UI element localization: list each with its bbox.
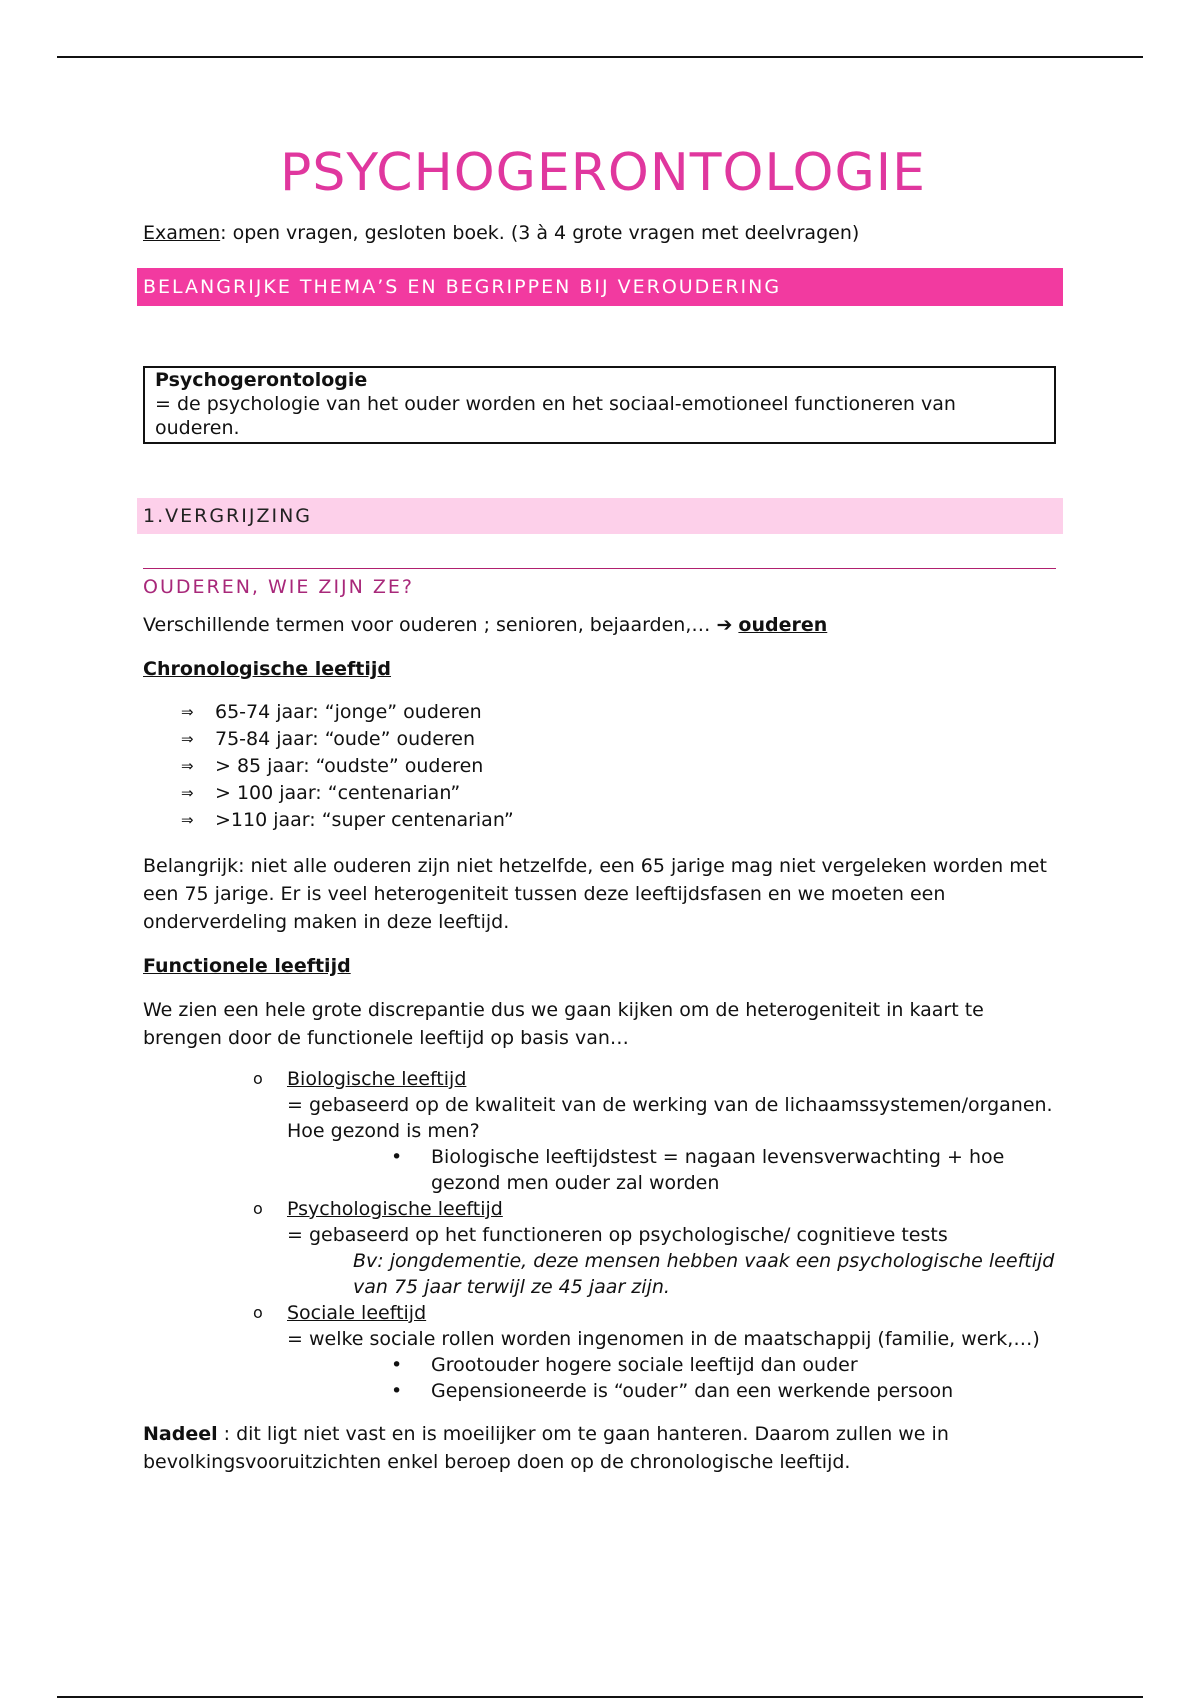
list-item — [391, 1352, 1063, 1378]
bullet-icon: • — [391, 1146, 403, 1168]
circle-bullet-icon: o — [253, 1199, 263, 1218]
exam-label: Examen — [143, 222, 221, 244]
terms-emphasis: ouderen — [738, 614, 828, 636]
definition-box — [143, 366, 1056, 444]
list-item — [391, 1144, 1063, 1196]
social-bullets — [391, 1352, 1063, 1404]
list-item-text: 75-84 jaar: “oude” ouderen — [215, 728, 476, 750]
functional-age-list — [143, 1066, 1063, 1404]
biological-desc: = gebaseerd op de kwaliteit van de werking van de lichaamssystemen/organen. Hoe gezond is men? — [287, 1094, 1053, 1142]
list-item — [391, 1378, 1063, 1404]
list-item — [181, 699, 1063, 726]
list-item-text: Biologische leeftijdstest = nagaan levensverwachting + hoe gezond men ouder zal worden — [431, 1146, 1005, 1194]
psychological-example: Bv: jongdementie, deze mensen hebben vaak een psychologische leeftijd van 75 jaar terwijl ze 45 jaar zijn. — [353, 1250, 1055, 1298]
double-arrow-icon: ⇒ — [181, 730, 194, 748]
social-heading: Sociale leeftijd — [287, 1302, 427, 1324]
psychological-heading: Psychologische leeftijd — [287, 1198, 503, 1220]
age-list — [143, 699, 1063, 834]
page-title: PSYCHOGERONTOLOGIE — [280, 143, 926, 203]
list-item — [181, 807, 1063, 834]
list-item — [181, 726, 1063, 753]
double-arrow-icon: ⇒ — [181, 811, 194, 829]
list-item — [181, 753, 1063, 780]
top-rule — [57, 56, 1143, 58]
exam-text: : open vragen, gesloten boek. (3 à 4 grote vragen met deelvragen) — [220, 222, 860, 244]
nadeel-text: : dit ligt niet vast en is moeilijker om te gaan hanteren. Daarom zullen we in bevolkingsvooruitzichten enkel beroep doen op de chronologische leeftijd. — [143, 1423, 949, 1473]
circle-bullet-icon: o — [253, 1303, 263, 1322]
chronological-title: Chronologische leeftijd — [143, 658, 392, 680]
biological-heading: Biologische leeftijd — [287, 1068, 467, 1090]
list-item-text: Gepensioneerde is “ouder” dan een werkende persoon — [431, 1380, 954, 1402]
list-item-social — [253, 1300, 1063, 1404]
heading-vergrijzing: 1.VERGRIJZING — [137, 498, 1063, 534]
double-arrow-icon: ⇒ — [181, 703, 194, 721]
bottom-rule — [57, 1696, 1143, 1698]
document-body — [143, 140, 1063, 1476]
double-arrow-icon: ⇒ — [181, 757, 194, 775]
functional-intro: We zien een hele grote discrepantie dus we gaan kijken om de heterogeniteit in kaart te brengen door de functionele leeftijd op basis van… — [143, 999, 984, 1049]
heading2-rule — [143, 568, 1056, 569]
list-item-psychological — [253, 1196, 1063, 1300]
list-item-biological — [253, 1066, 1063, 1196]
chronological-note: Belangrijk: niet alle ouderen zijn niet hetzelfde, een 65 jarige mag niet vergeleken worden met een 75 jarige. Er is veel heterogeniteit tussen deze leeftijdsfasen en we moeten een onderverdeling maken in deze leeftijd. — [143, 855, 1047, 933]
list-item-text: Grootouder hogere sociale leeftijd dan ouder — [431, 1354, 858, 1376]
list-item-text: 65-74 jaar: “jonge” ouderen — [215, 701, 482, 723]
psychological-desc: = gebaseerd op het functioneren op psychologische/ cognitieve tests — [287, 1224, 948, 1246]
list-item — [181, 780, 1063, 807]
nadeel-label: Nadeel — [143, 1423, 218, 1445]
section-band: BELANGRIJKE THEMA’S EN BEGRIPPEN BIJ VEROUDERING — [137, 268, 1063, 306]
definition-text: = de psychologie van het ouder worden en het sociaal-emotioneel functioneren van ouderen. — [155, 393, 956, 439]
list-item-text: > 85 jaar: “oudste” ouderen — [215, 755, 484, 777]
social-desc: = welke sociale rollen worden ingenomen in de maatschappij (familie, werk,…) — [287, 1328, 1040, 1350]
list-item-text: >110 jaar: “super centenarian” — [215, 809, 514, 831]
nadeel-paragraph — [143, 1420, 1063, 1476]
biological-bullets — [391, 1144, 1063, 1196]
definition-term: Psychogerontologie — [155, 369, 368, 391]
bullet-icon: • — [391, 1354, 403, 1376]
functional-title: Functionele leeftijd — [143, 955, 351, 977]
terms-paragraph — [143, 611, 1063, 639]
bullet-icon: • — [391, 1380, 403, 1402]
double-arrow-icon: ⇒ — [181, 784, 194, 802]
list-item-text: > 100 jaar: “centenarian” — [215, 782, 461, 804]
arrow-right-icon: ➔ — [716, 614, 733, 636]
terms-text: Verschillende termen voor ouderen ; senioren, bejaarden,… — [143, 614, 717, 636]
heading-ouderen: OUDEREN, WIE ZIJN ZE? — [143, 576, 415, 598]
circle-bullet-icon: o — [253, 1069, 263, 1088]
exam-info — [143, 220, 1063, 246]
